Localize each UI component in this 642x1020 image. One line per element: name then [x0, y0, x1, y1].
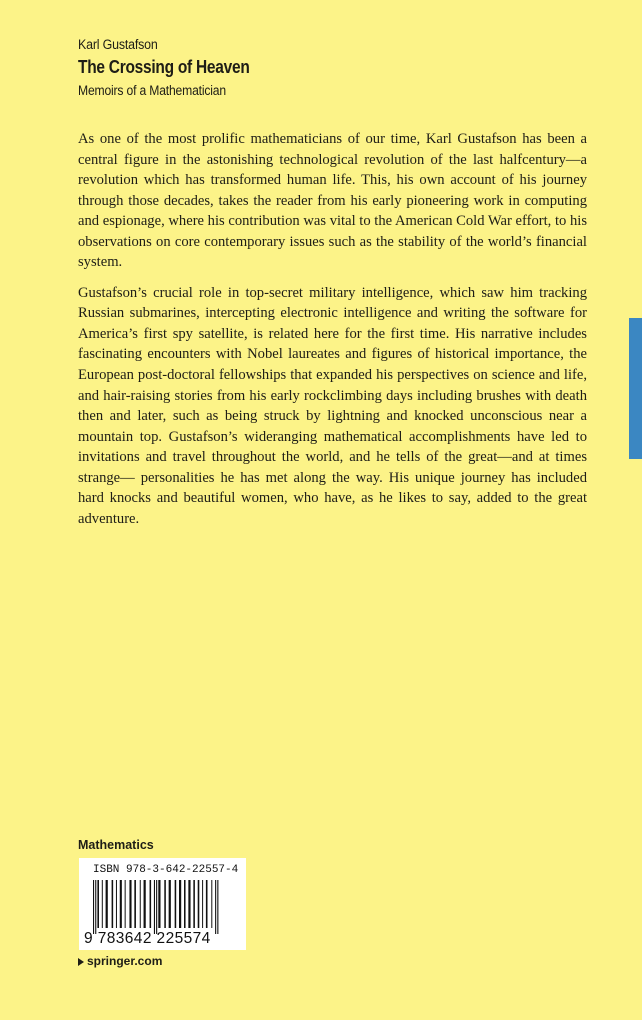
barcode-bar — [106, 880, 108, 928]
author-name: Karl Gustafson — [78, 37, 158, 52]
barcode-bar — [97, 880, 99, 928]
barcode-bar — [150, 880, 152, 928]
barcode-bar — [102, 880, 103, 928]
blurb — [78, 129, 587, 539]
barcode-bar — [158, 880, 160, 928]
barcode-bar — [134, 880, 136, 928]
blurb-paragraph-1: As one of the most prolific mathematicians of our time, Karl Gustafson has been a central figure in the astonishing technological revolution of the last halfcentury—a revolution which has transformed human life. This, his own account of his journey through those decades, takes the reader from his early pioneering work in computing and espionage, where his contribution was vital to the American Cold War effort, to his observations on core contemporary issues such as the stability of the world’s financial system. — [78, 131, 587, 271]
barcode-bar — [179, 880, 181, 928]
barcode-bar — [93, 880, 94, 934]
arrow-right-icon — [78, 958, 84, 966]
header — [78, 36, 558, 99]
barcode-bar — [112, 880, 114, 928]
barcode-digits: 9 783642 225574 — [84, 930, 211, 947]
barcode-bar — [193, 880, 195, 928]
publisher-website[interactable] — [78, 954, 162, 969]
barcode-bar — [129, 880, 131, 928]
barcode-bar — [184, 880, 186, 928]
book-title: The Crossing of Heaven — [78, 57, 250, 77]
barcode-bar — [215, 880, 216, 934]
barcode-bar — [95, 880, 96, 934]
barcode-bar — [175, 880, 177, 928]
barcode-bar — [125, 880, 126, 928]
barcode-bar — [140, 880, 141, 928]
side-color-tab — [629, 318, 642, 459]
barcode-bar — [164, 880, 166, 928]
barcode-bar — [169, 880, 171, 928]
barcode-bar — [198, 880, 200, 928]
barcode-bar — [202, 880, 203, 928]
barcode-bar — [188, 880, 190, 928]
barcode-bar — [116, 880, 117, 928]
isbn-label: ISBN 978-3-642-22557-4 — [93, 864, 239, 876]
website-label: springer.com — [87, 954, 163, 968]
barcode-box — [79, 858, 246, 950]
barcode — [79, 880, 246, 934]
subject-label: Mathematics — [78, 838, 154, 852]
barcode-bar — [156, 880, 157, 934]
barcode-bar — [217, 880, 218, 934]
barcode-bar — [154, 880, 155, 934]
barcode-bar — [144, 880, 146, 928]
barcode-bar — [206, 880, 208, 928]
book-subtitle: Memoirs of a Mathematician — [78, 83, 226, 98]
blurb-paragraph-2: Gustafson’s crucial role in top-secret military intelligence, which saw him tracking Russian submarines, intercepting electronic intelligence and writing the software for America’s first spy satellite, is related here for the first time. His narrative includes fascinating encounters with Nobel laureates and figures of historical importance, the European post-doctoral fellowships that expanded his perspectives on science and life, and hair-raising stories from his early rockclimbing days including brushes with death then and later, such as being struck by lightning and knocked unconscious near a mountain top. Gustafson’s wideranging mathematical accomplishments have led to invitations and travel throughout the world, and he tells of the great—and at times strange— personalities he has met along the way. His unique journey has included hard knocks and beautiful women, who have, as he likes to say, added to the great adventure. — [78, 284, 587, 527]
barcode-bar — [211, 880, 212, 928]
barcode-bar — [120, 880, 122, 928]
